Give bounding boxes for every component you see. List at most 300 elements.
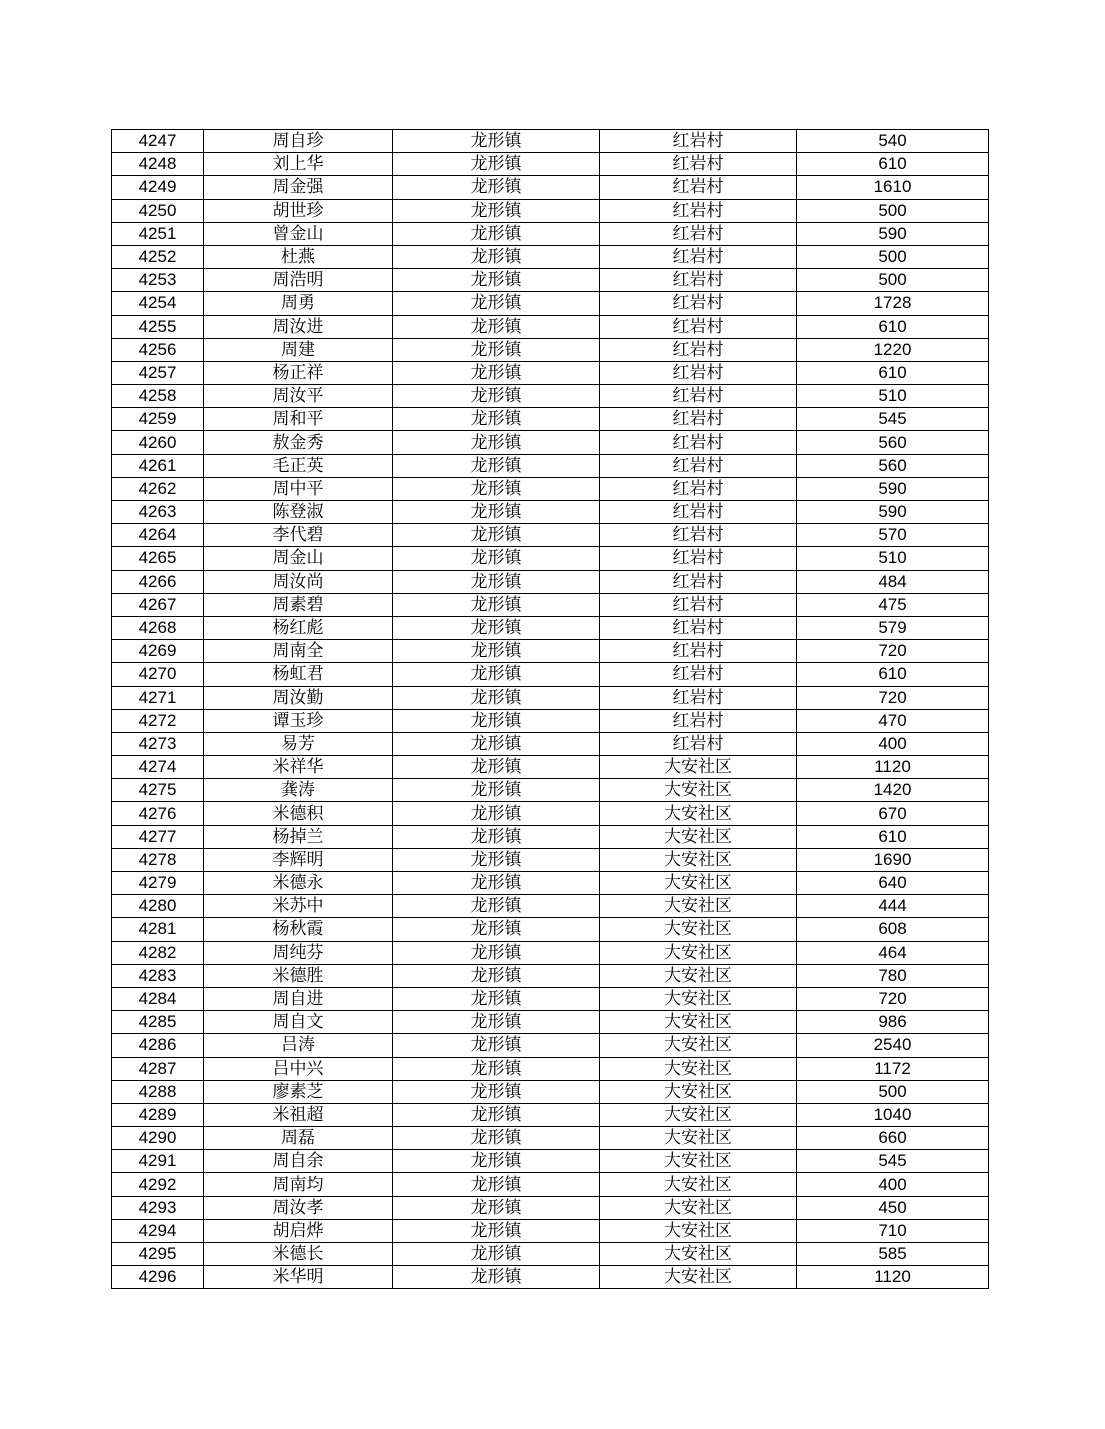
village-cell: 红岩村 bbox=[600, 199, 797, 222]
town-cell: 龙形镇 bbox=[393, 802, 600, 825]
amount-cell: 986 bbox=[797, 1011, 989, 1034]
table-row bbox=[112, 918, 989, 941]
table-row bbox=[112, 1034, 989, 1057]
row-number-cell: 4247 bbox=[112, 130, 204, 153]
amount-cell: 484 bbox=[797, 570, 989, 593]
person-name-cell: 谭玉珍 bbox=[204, 709, 393, 732]
row-number-cell: 4269 bbox=[112, 640, 204, 663]
table-row bbox=[112, 663, 989, 686]
row-number-cell: 4257 bbox=[112, 361, 204, 384]
village-cell: 大安社区 bbox=[600, 1127, 797, 1150]
person-name-cell: 米苏中 bbox=[204, 895, 393, 918]
person-name-cell: 曾金山 bbox=[204, 222, 393, 245]
table-row bbox=[112, 1173, 989, 1196]
row-number-cell: 4253 bbox=[112, 269, 204, 292]
town-cell: 龙形镇 bbox=[393, 964, 600, 987]
town-cell: 龙形镇 bbox=[393, 1080, 600, 1103]
row-number-cell: 4267 bbox=[112, 593, 204, 616]
person-name-cell: 杨红彪 bbox=[204, 616, 393, 639]
row-number-cell: 4252 bbox=[112, 245, 204, 268]
roster-table-body bbox=[112, 130, 989, 1289]
person-name-cell: 米德长 bbox=[204, 1243, 393, 1266]
row-number-cell: 4291 bbox=[112, 1150, 204, 1173]
amount-cell: 570 bbox=[797, 524, 989, 547]
row-number-cell: 4280 bbox=[112, 895, 204, 918]
amount-cell: 400 bbox=[797, 732, 989, 755]
amount-cell: 610 bbox=[797, 153, 989, 176]
row-number-cell: 4265 bbox=[112, 547, 204, 570]
person-name-cell: 周自珍 bbox=[204, 130, 393, 153]
row-number-cell: 4251 bbox=[112, 222, 204, 245]
town-cell: 龙形镇 bbox=[393, 732, 600, 755]
table-row bbox=[112, 547, 989, 570]
village-cell: 红岩村 bbox=[600, 570, 797, 593]
village-cell: 红岩村 bbox=[600, 616, 797, 639]
amount-cell: 2540 bbox=[797, 1034, 989, 1057]
village-cell: 大安社区 bbox=[600, 1103, 797, 1126]
town-cell: 龙形镇 bbox=[393, 547, 600, 570]
table-row bbox=[112, 732, 989, 755]
village-cell: 红岩村 bbox=[600, 385, 797, 408]
amount-cell: 545 bbox=[797, 408, 989, 431]
row-number-cell: 4263 bbox=[112, 501, 204, 524]
village-cell: 红岩村 bbox=[600, 524, 797, 547]
person-name-cell: 周汝孝 bbox=[204, 1196, 393, 1219]
table-row bbox=[112, 153, 989, 176]
town-cell: 龙形镇 bbox=[393, 1127, 600, 1150]
row-number-cell: 4276 bbox=[112, 802, 204, 825]
town-cell: 龙形镇 bbox=[393, 454, 600, 477]
table-row bbox=[112, 176, 989, 199]
person-name-cell: 周素碧 bbox=[204, 593, 393, 616]
amount-cell: 610 bbox=[797, 361, 989, 384]
amount-cell: 1690 bbox=[797, 848, 989, 871]
person-name-cell: 周汝勤 bbox=[204, 686, 393, 709]
person-name-cell: 周汝尚 bbox=[204, 570, 393, 593]
town-cell: 龙形镇 bbox=[393, 570, 600, 593]
village-cell: 大安社区 bbox=[600, 964, 797, 987]
town-cell: 龙形镇 bbox=[393, 292, 600, 315]
town-cell: 龙形镇 bbox=[393, 1173, 600, 1196]
person-name-cell: 胡启烨 bbox=[204, 1219, 393, 1242]
amount-cell: 1120 bbox=[797, 756, 989, 779]
row-number-cell: 4259 bbox=[112, 408, 204, 431]
town-cell: 龙形镇 bbox=[393, 756, 600, 779]
amount-cell: 500 bbox=[797, 199, 989, 222]
amount-cell: 1120 bbox=[797, 1266, 989, 1289]
town-cell: 龙形镇 bbox=[393, 153, 600, 176]
person-name-cell: 周纯芬 bbox=[204, 941, 393, 964]
village-cell: 红岩村 bbox=[600, 315, 797, 338]
amount-cell: 500 bbox=[797, 269, 989, 292]
amount-cell: 670 bbox=[797, 802, 989, 825]
village-cell: 红岩村 bbox=[600, 640, 797, 663]
table-row bbox=[112, 848, 989, 871]
amount-cell: 610 bbox=[797, 315, 989, 338]
amount-cell: 1610 bbox=[797, 176, 989, 199]
row-number-cell: 4281 bbox=[112, 918, 204, 941]
person-name-cell: 周自余 bbox=[204, 1150, 393, 1173]
town-cell: 龙形镇 bbox=[393, 616, 600, 639]
table-row bbox=[112, 825, 989, 848]
amount-cell: 470 bbox=[797, 709, 989, 732]
town-cell: 龙形镇 bbox=[393, 385, 600, 408]
village-cell: 大安社区 bbox=[600, 1080, 797, 1103]
village-cell: 红岩村 bbox=[600, 709, 797, 732]
person-name-cell: 米华明 bbox=[204, 1266, 393, 1289]
person-name-cell: 刘上华 bbox=[204, 153, 393, 176]
town-cell: 龙形镇 bbox=[393, 1219, 600, 1242]
amount-cell: 590 bbox=[797, 501, 989, 524]
amount-cell: 500 bbox=[797, 1080, 989, 1103]
row-number-cell: 4270 bbox=[112, 663, 204, 686]
town-cell: 龙形镇 bbox=[393, 408, 600, 431]
row-number-cell: 4262 bbox=[112, 477, 204, 500]
town-cell: 龙形镇 bbox=[393, 918, 600, 941]
amount-cell: 640 bbox=[797, 872, 989, 895]
amount-cell: 545 bbox=[797, 1150, 989, 1173]
row-number-cell: 4256 bbox=[112, 338, 204, 361]
row-number-cell: 4274 bbox=[112, 756, 204, 779]
table-row bbox=[112, 872, 989, 895]
town-cell: 龙形镇 bbox=[393, 338, 600, 361]
amount-cell: 720 bbox=[797, 686, 989, 709]
table-row bbox=[112, 895, 989, 918]
person-name-cell: 周汝平 bbox=[204, 385, 393, 408]
table-row bbox=[112, 640, 989, 663]
row-number-cell: 4284 bbox=[112, 987, 204, 1010]
village-cell: 大安社区 bbox=[600, 1243, 797, 1266]
person-name-cell: 周建 bbox=[204, 338, 393, 361]
row-number-cell: 4250 bbox=[112, 199, 204, 222]
amount-cell: 579 bbox=[797, 616, 989, 639]
village-cell: 红岩村 bbox=[600, 245, 797, 268]
town-cell: 龙形镇 bbox=[393, 941, 600, 964]
village-cell: 红岩村 bbox=[600, 593, 797, 616]
amount-cell: 780 bbox=[797, 964, 989, 987]
row-number-cell: 4294 bbox=[112, 1219, 204, 1242]
person-name-cell: 廖素芝 bbox=[204, 1080, 393, 1103]
row-number-cell: 4258 bbox=[112, 385, 204, 408]
table-row bbox=[112, 222, 989, 245]
table-row bbox=[112, 1219, 989, 1242]
village-cell: 大安社区 bbox=[600, 1011, 797, 1034]
table-row bbox=[112, 593, 989, 616]
person-name-cell: 杨秋霞 bbox=[204, 918, 393, 941]
town-cell: 龙形镇 bbox=[393, 431, 600, 454]
town-cell: 龙形镇 bbox=[393, 1243, 600, 1266]
amount-cell: 660 bbox=[797, 1127, 989, 1150]
village-cell: 大安社区 bbox=[600, 1219, 797, 1242]
person-name-cell: 李辉明 bbox=[204, 848, 393, 871]
person-name-cell: 胡世珍 bbox=[204, 199, 393, 222]
town-cell: 龙形镇 bbox=[393, 269, 600, 292]
village-cell: 红岩村 bbox=[600, 222, 797, 245]
village-cell: 红岩村 bbox=[600, 269, 797, 292]
town-cell: 龙形镇 bbox=[393, 222, 600, 245]
table-row bbox=[112, 941, 989, 964]
table-row bbox=[112, 501, 989, 524]
row-number-cell: 4249 bbox=[112, 176, 204, 199]
table-row bbox=[112, 338, 989, 361]
town-cell: 龙形镇 bbox=[393, 848, 600, 871]
row-number-cell: 4285 bbox=[112, 1011, 204, 1034]
town-cell: 龙形镇 bbox=[393, 686, 600, 709]
person-name-cell: 易芳 bbox=[204, 732, 393, 755]
amount-cell: 510 bbox=[797, 385, 989, 408]
person-name-cell: 米德永 bbox=[204, 872, 393, 895]
table-row bbox=[112, 709, 989, 732]
village-cell: 大安社区 bbox=[600, 987, 797, 1010]
person-name-cell: 周南全 bbox=[204, 640, 393, 663]
amount-cell: 720 bbox=[797, 640, 989, 663]
town-cell: 龙形镇 bbox=[393, 825, 600, 848]
town-cell: 龙形镇 bbox=[393, 663, 600, 686]
table-row bbox=[112, 756, 989, 779]
table-row bbox=[112, 130, 989, 153]
town-cell: 龙形镇 bbox=[393, 176, 600, 199]
row-number-cell: 4266 bbox=[112, 570, 204, 593]
village-cell: 大安社区 bbox=[600, 802, 797, 825]
person-name-cell: 杨掉兰 bbox=[204, 825, 393, 848]
town-cell: 龙形镇 bbox=[393, 1266, 600, 1289]
table-row bbox=[112, 1103, 989, 1126]
row-number-cell: 4261 bbox=[112, 454, 204, 477]
person-name-cell: 米德积 bbox=[204, 802, 393, 825]
roster-table bbox=[111, 129, 989, 1289]
table-row bbox=[112, 964, 989, 987]
town-cell: 龙形镇 bbox=[393, 245, 600, 268]
table-row bbox=[112, 1150, 989, 1173]
village-cell: 红岩村 bbox=[600, 454, 797, 477]
amount-cell: 464 bbox=[797, 941, 989, 964]
table-row bbox=[112, 1057, 989, 1080]
row-number-cell: 4295 bbox=[112, 1243, 204, 1266]
town-cell: 龙形镇 bbox=[393, 1150, 600, 1173]
row-number-cell: 4277 bbox=[112, 825, 204, 848]
amount-cell: 1220 bbox=[797, 338, 989, 361]
table-row bbox=[112, 269, 989, 292]
village-cell: 红岩村 bbox=[600, 431, 797, 454]
person-name-cell: 周和平 bbox=[204, 408, 393, 431]
village-cell: 大安社区 bbox=[600, 825, 797, 848]
table-row bbox=[112, 1196, 989, 1219]
village-cell: 大安社区 bbox=[600, 918, 797, 941]
row-number-cell: 4286 bbox=[112, 1034, 204, 1057]
village-cell: 大安社区 bbox=[600, 895, 797, 918]
person-name-cell: 杜燕 bbox=[204, 245, 393, 268]
person-name-cell: 杨正祥 bbox=[204, 361, 393, 384]
person-name-cell: 毛正英 bbox=[204, 454, 393, 477]
village-cell: 大安社区 bbox=[600, 848, 797, 871]
village-cell: 红岩村 bbox=[600, 408, 797, 431]
village-cell: 大安社区 bbox=[600, 1266, 797, 1289]
amount-cell: 1172 bbox=[797, 1057, 989, 1080]
amount-cell: 560 bbox=[797, 431, 989, 454]
table-row bbox=[112, 616, 989, 639]
village-cell: 红岩村 bbox=[600, 130, 797, 153]
amount-cell: 540 bbox=[797, 130, 989, 153]
row-number-cell: 4293 bbox=[112, 1196, 204, 1219]
village-cell: 红岩村 bbox=[600, 176, 797, 199]
row-number-cell: 4287 bbox=[112, 1057, 204, 1080]
village-cell: 大安社区 bbox=[600, 1173, 797, 1196]
table-row bbox=[112, 524, 989, 547]
amount-cell: 590 bbox=[797, 222, 989, 245]
village-cell: 红岩村 bbox=[600, 292, 797, 315]
table-row bbox=[112, 987, 989, 1010]
row-number-cell: 4290 bbox=[112, 1127, 204, 1150]
row-number-cell: 4288 bbox=[112, 1080, 204, 1103]
person-name-cell: 杨虹君 bbox=[204, 663, 393, 686]
amount-cell: 1728 bbox=[797, 292, 989, 315]
table-row bbox=[112, 245, 989, 268]
village-cell: 红岩村 bbox=[600, 547, 797, 570]
town-cell: 龙形镇 bbox=[393, 1103, 600, 1126]
village-cell: 红岩村 bbox=[600, 338, 797, 361]
village-cell: 大安社区 bbox=[600, 1150, 797, 1173]
village-cell: 大安社区 bbox=[600, 941, 797, 964]
person-name-cell: 吕中兴 bbox=[204, 1057, 393, 1080]
person-name-cell: 周浩明 bbox=[204, 269, 393, 292]
amount-cell: 510 bbox=[797, 547, 989, 570]
table-row bbox=[112, 385, 989, 408]
person-name-cell: 李代碧 bbox=[204, 524, 393, 547]
amount-cell: 610 bbox=[797, 825, 989, 848]
person-name-cell: 米德胜 bbox=[204, 964, 393, 987]
row-number-cell: 4254 bbox=[112, 292, 204, 315]
row-number-cell: 4279 bbox=[112, 872, 204, 895]
town-cell: 龙形镇 bbox=[393, 1057, 600, 1080]
table-row bbox=[112, 315, 989, 338]
table-row bbox=[112, 199, 989, 222]
village-cell: 红岩村 bbox=[600, 732, 797, 755]
town-cell: 龙形镇 bbox=[393, 1034, 600, 1057]
person-name-cell: 周磊 bbox=[204, 1127, 393, 1150]
table-row bbox=[112, 292, 989, 315]
village-cell: 大安社区 bbox=[600, 756, 797, 779]
table-row bbox=[112, 1266, 989, 1289]
town-cell: 龙形镇 bbox=[393, 593, 600, 616]
row-number-cell: 4264 bbox=[112, 524, 204, 547]
row-number-cell: 4296 bbox=[112, 1266, 204, 1289]
row-number-cell: 4275 bbox=[112, 779, 204, 802]
table-row bbox=[112, 408, 989, 431]
row-number-cell: 4268 bbox=[112, 616, 204, 639]
village-cell: 红岩村 bbox=[600, 477, 797, 500]
person-name-cell: 米祥华 bbox=[204, 756, 393, 779]
row-number-cell: 4292 bbox=[112, 1173, 204, 1196]
person-name-cell: 敖金秀 bbox=[204, 431, 393, 454]
amount-cell: 1040 bbox=[797, 1103, 989, 1126]
village-cell: 大安社区 bbox=[600, 872, 797, 895]
person-name-cell: 吕涛 bbox=[204, 1034, 393, 1057]
table-row bbox=[112, 686, 989, 709]
table-row bbox=[112, 779, 989, 802]
amount-cell: 560 bbox=[797, 454, 989, 477]
town-cell: 龙形镇 bbox=[393, 501, 600, 524]
village-cell: 红岩村 bbox=[600, 153, 797, 176]
amount-cell: 608 bbox=[797, 918, 989, 941]
person-name-cell: 周南均 bbox=[204, 1173, 393, 1196]
amount-cell: 450 bbox=[797, 1196, 989, 1219]
amount-cell: 710 bbox=[797, 1219, 989, 1242]
person-name-cell: 周中平 bbox=[204, 477, 393, 500]
amount-cell: 720 bbox=[797, 987, 989, 1010]
amount-cell: 444 bbox=[797, 895, 989, 918]
amount-cell: 475 bbox=[797, 593, 989, 616]
table-row bbox=[112, 1011, 989, 1034]
row-number-cell: 4273 bbox=[112, 732, 204, 755]
village-cell: 红岩村 bbox=[600, 501, 797, 524]
village-cell: 大安社区 bbox=[600, 779, 797, 802]
table-row bbox=[112, 802, 989, 825]
table-row bbox=[112, 570, 989, 593]
village-cell: 红岩村 bbox=[600, 686, 797, 709]
town-cell: 龙形镇 bbox=[393, 524, 600, 547]
amount-cell: 500 bbox=[797, 245, 989, 268]
table-row bbox=[112, 1127, 989, 1150]
town-cell: 龙形镇 bbox=[393, 1196, 600, 1219]
town-cell: 龙形镇 bbox=[393, 895, 600, 918]
row-number-cell: 4271 bbox=[112, 686, 204, 709]
town-cell: 龙形镇 bbox=[393, 987, 600, 1010]
person-name-cell: 陈登淑 bbox=[204, 501, 393, 524]
town-cell: 龙形镇 bbox=[393, 709, 600, 732]
table-row bbox=[112, 361, 989, 384]
town-cell: 龙形镇 bbox=[393, 779, 600, 802]
amount-cell: 590 bbox=[797, 477, 989, 500]
row-number-cell: 4255 bbox=[112, 315, 204, 338]
person-name-cell: 周汝进 bbox=[204, 315, 393, 338]
row-number-cell: 4283 bbox=[112, 964, 204, 987]
town-cell: 龙形镇 bbox=[393, 315, 600, 338]
town-cell: 龙形镇 bbox=[393, 640, 600, 663]
village-cell: 红岩村 bbox=[600, 361, 797, 384]
town-cell: 龙形镇 bbox=[393, 872, 600, 895]
person-name-cell: 周金强 bbox=[204, 176, 393, 199]
person-name-cell: 周勇 bbox=[204, 292, 393, 315]
amount-cell: 610 bbox=[797, 663, 989, 686]
town-cell: 龙形镇 bbox=[393, 361, 600, 384]
village-cell: 大安社区 bbox=[600, 1057, 797, 1080]
person-name-cell: 米祖超 bbox=[204, 1103, 393, 1126]
person-name-cell: 龚涛 bbox=[204, 779, 393, 802]
row-number-cell: 4282 bbox=[112, 941, 204, 964]
village-cell: 大安社区 bbox=[600, 1034, 797, 1057]
table-row bbox=[112, 431, 989, 454]
row-number-cell: 4248 bbox=[112, 153, 204, 176]
town-cell: 龙形镇 bbox=[393, 1011, 600, 1034]
row-number-cell: 4289 bbox=[112, 1103, 204, 1126]
town-cell: 龙形镇 bbox=[393, 199, 600, 222]
amount-cell: 1420 bbox=[797, 779, 989, 802]
person-name-cell: 周金山 bbox=[204, 547, 393, 570]
village-cell: 大安社区 bbox=[600, 1196, 797, 1219]
row-number-cell: 4272 bbox=[112, 709, 204, 732]
row-number-cell: 4260 bbox=[112, 431, 204, 454]
town-cell: 龙形镇 bbox=[393, 477, 600, 500]
village-cell: 红岩村 bbox=[600, 663, 797, 686]
amount-cell: 585 bbox=[797, 1243, 989, 1266]
table-row bbox=[112, 454, 989, 477]
amount-cell: 400 bbox=[797, 1173, 989, 1196]
person-name-cell: 周自文 bbox=[204, 1011, 393, 1034]
row-number-cell: 4278 bbox=[112, 848, 204, 871]
table-row bbox=[112, 1243, 989, 1266]
table-row bbox=[112, 477, 989, 500]
town-cell: 龙形镇 bbox=[393, 130, 600, 153]
